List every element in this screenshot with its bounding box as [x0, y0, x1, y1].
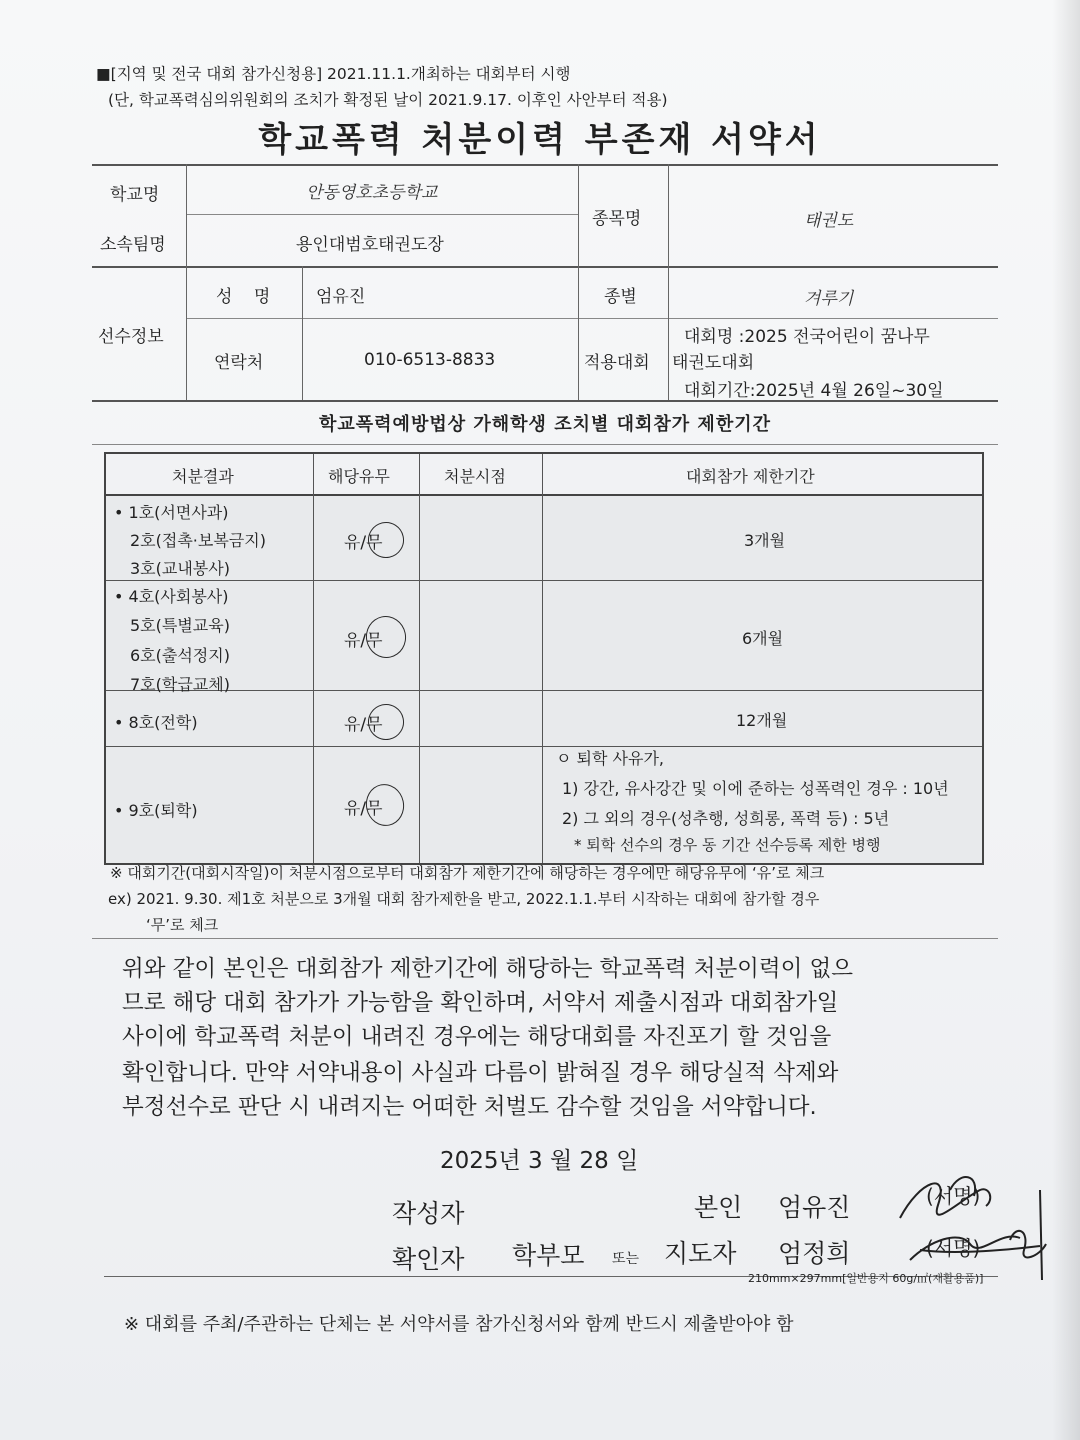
sport-label: 종목명	[592, 209, 642, 229]
notice-line-2: (단, 학교폭력심의위원회의 조치가 확정된 날이 2021.9.17. 이후인 사안부터 적용)	[108, 91, 668, 109]
table-row-item: 3호(교내봉사)	[130, 559, 230, 578]
notes-divider	[92, 938, 998, 939]
table-row-divider	[106, 690, 982, 691]
restriction-period: 6개월	[742, 629, 784, 648]
player-info-label: 선수정보	[98, 327, 164, 347]
notice-line-1: ■[지역 및 전국 대회 참가신청용] 2021.11.1.개최하는 대회부터 시행	[96, 65, 571, 83]
restriction-period: 12개월	[736, 711, 788, 730]
restriction-table-header	[106, 454, 982, 496]
info-col-line	[186, 164, 187, 400]
name-value: 엄유진	[316, 287, 366, 307]
contact-value: 010-6513-8833	[364, 350, 496, 370]
info-divider	[92, 266, 998, 268]
table-row-item: 5호(특별교육)	[130, 616, 230, 635]
team-label: 소속팀명	[100, 235, 166, 255]
event-value: 겨루기	[804, 289, 854, 309]
document-title: 학교폭력 처분이력 부존재 서약서	[258, 120, 822, 160]
writer-name: 엄유진	[778, 1193, 851, 1222]
info-table-top-border	[92, 164, 998, 166]
competition-name-line-2: 태권도대회	[672, 353, 755, 373]
footer-note: ※ 대회를 주최/주관하는 단체는 본 서약서를 참가신청서와 함께 반드시 제출받아야 함	[124, 1314, 794, 1335]
restriction-period: 3개월	[744, 531, 786, 550]
table-row-item: • 1호(서면사과)	[114, 503, 229, 522]
writer-sign-label: (서명)	[926, 1184, 981, 1208]
table-col-line	[313, 454, 314, 863]
info-col-line	[302, 266, 303, 400]
table-note-3: ‘무’로 체크	[146, 916, 219, 934]
pledge-date: 2025년 3 월 28 일	[440, 1148, 639, 1174]
school-label: 학교명	[110, 185, 160, 205]
expulsion-reason-2: 2) 그 외의 경우(성추행, 성희롱, 폭력 등) : 5년	[562, 809, 890, 828]
school-value: 안동영호초등학교	[306, 183, 438, 203]
table-row-item: • 9호(퇴학)	[114, 801, 198, 820]
info-col-line	[578, 164, 579, 400]
confirmer-label: 확인자	[392, 1245, 465, 1274]
name-label: 성 명	[216, 287, 279, 307]
header-disposition-time: 처분시점	[444, 467, 506, 486]
table-col-line	[542, 454, 543, 863]
table-row-item: 6호(출석정지)	[130, 646, 230, 665]
pledge-line: 므로 해당 대회 참가가 가능함을 확인하며, 서약서 제출시점과 대회참가일	[122, 990, 839, 1016]
pledge-line: 확인합니다. 만약 서약내용이 사실과 다름이 밝혀질 경우 해당실적 삭제와	[122, 1060, 839, 1086]
circle-mark	[365, 519, 408, 562]
pledge-line: 위와 같이 본인은 대회참가 제한기간에 해당하는 학교폭력 처분이력이 없으	[122, 956, 854, 982]
writer-label: 작성자	[392, 1199, 465, 1228]
sport-value: 태권도	[804, 211, 854, 231]
table-row-divider	[106, 580, 982, 581]
info-divider	[186, 214, 578, 215]
restriction-table	[104, 452, 984, 865]
table-row-item: • 4호(사회봉사)	[114, 587, 229, 606]
writer-role: 본인	[694, 1193, 743, 1222]
confirmer-role-parent: 학부모	[512, 1241, 585, 1270]
applicable-checkbox[interactable]: 유/무	[344, 631, 383, 651]
header-restriction-period: 대회참가 제한기간	[686, 467, 815, 486]
team-value: 용인대범호태권도장	[296, 235, 444, 255]
competition-period: 대회기간:2025년 4월 26일~30일	[684, 381, 944, 401]
info-divider	[186, 318, 578, 319]
event-label: 종별	[604, 287, 637, 307]
table-note-1: ※ 대회기간(대회시작일)이 처분시점으로부터 대회참가 제한기간에 해당하는 경우에만 해당유무에 ‘유’로 체크	[110, 864, 825, 882]
competition-name-line-1: 대회명 :2025 전국어린이 꿈나무	[684, 327, 930, 347]
expulsion-reason-heading: ㅇ 퇴학 사유가,	[556, 749, 664, 768]
paper-spec: 210mm×297mm[일반용지 60g/㎡(재활용품)]	[748, 1272, 984, 1285]
circle-mark	[362, 781, 408, 830]
restriction-section-title: 학교폭력예방법상 가해학생 조치별 대회참가 제한기간	[319, 414, 771, 435]
contact-label: 연락처	[214, 353, 264, 373]
applicable-checkbox[interactable]: 유/무	[344, 533, 383, 553]
header-disposition: 처분결과	[172, 467, 234, 486]
table-row-item: • 8호(전학)	[114, 713, 198, 732]
circle-mark	[365, 701, 408, 744]
table-row-item: 7호(학급교체)	[130, 675, 230, 694]
pledge-line: 부정선수로 판단 시 내려지는 어떠한 처벌도 감수할 것임을 서약합니다.	[122, 1094, 817, 1120]
table-col-line	[419, 454, 420, 863]
expulsion-reason-note: * 퇴학 선수의 경우 동 기간 선수등록 제한 병행	[574, 836, 881, 854]
confirmer-or: 또는	[612, 1251, 640, 1267]
header-applicable: 해당유무	[328, 467, 390, 486]
table-note-2: ex) 2021. 9.30. 제1호 처분으로 3개월 대회 참가제한을 받고, 2022.1.1.부터 시작하는 대회에 참가할 경우	[108, 890, 820, 908]
confirmer-name: 엄정희	[778, 1239, 851, 1268]
circle-mark	[362, 612, 410, 661]
confirmer-sign-label: (서명)	[926, 1236, 981, 1260]
pledge-line: 사이에 학교폭력 처분이 내려진 경우에는 해당대회를 자진포기 할 것임을	[122, 1024, 832, 1050]
competition-label: 적용대회	[584, 353, 650, 373]
info-col-line	[668, 164, 669, 400]
confirmer-role-coach: 지도자	[664, 1239, 737, 1268]
table-row-divider	[106, 746, 982, 747]
applicable-checkbox[interactable]: 유/무	[344, 715, 383, 735]
expulsion-reason-1: 1) 강간, 유사강간 및 이에 준하는 성폭력인 경우 : 10년	[562, 779, 949, 798]
info-divider	[578, 318, 998, 319]
section-divider	[92, 444, 998, 445]
table-row-item: 2호(접촉·보복금지)	[130, 531, 266, 550]
applicable-checkbox[interactable]: 유/무	[344, 799, 383, 819]
